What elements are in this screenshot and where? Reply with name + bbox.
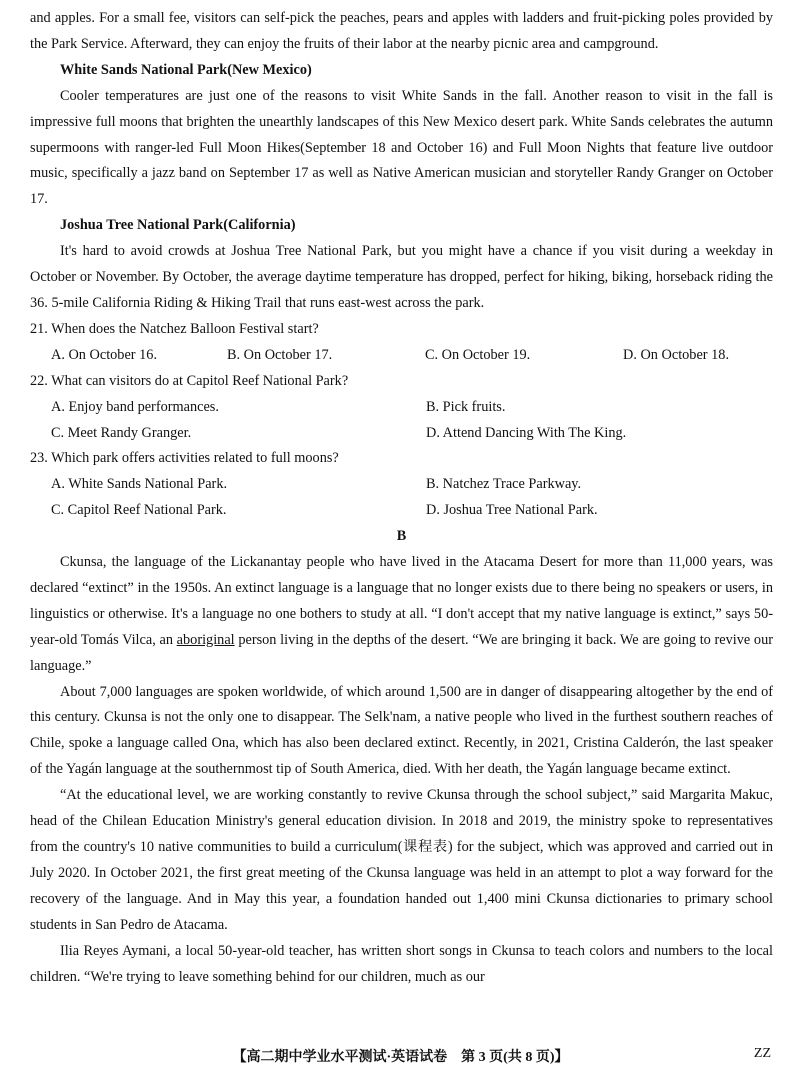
option-a[interactable]: A. White Sands National Park. (51, 476, 228, 493)
section-b-paragraph-2: About 7,000 languages are spoken worldwide, of which around 1,500 are in danger of disappearing altogether by the end of this century. Ckunsa is not the only one to disappear. The Selk'nam, a native people who lived in the furthest southern reaches of Chile, spoke a language called Ona, which has also been declared extinct. Recently, in 2021, Cristina Calderón, the last speaker of the Yagán language at the southernmost tip of South America, died. With her death, the Yagán language became extinct. (30, 683, 773, 778)
option-a[interactable]: A. On October 16. (51, 346, 158, 363)
joshua-tree-paragraph: It's hard to avoid crowds at Joshua Tree National Park, but you might have a chance if you visit during a weekday in October or November. By October, the average daytime temperature has dropped, perfect for hiking, biking, horseback riding the 36. 5-mile California Riding & Hiking Trail that runs east-west across the park. (30, 243, 773, 311)
exam-page (30, 6, 773, 990)
option-c[interactable]: C. Meet Randy Granger. (51, 424, 192, 441)
options-row (30, 421, 773, 447)
options-row (30, 343, 773, 369)
options-row (30, 395, 773, 421)
question-stem: 23. Which park offers activities related to full moons? (30, 450, 339, 467)
underlined-word: aboriginal (176, 631, 235, 648)
intro-paragraph-end: and apples. For a small fee, visitors can self-pick the peaches, pears and apples with ladders and fruit-picking poles provided by the Park Service. Afterward, they can enjoy the fruits of their labor at the nearby picnic area and campground. (30, 10, 773, 52)
options-row (30, 498, 773, 524)
option-b[interactable]: B. On October 17. (227, 346, 333, 363)
page-footer (0, 1046, 801, 1068)
footer-code: ZZ (753, 1046, 771, 1061)
section-b-paragraph-3: “At the educational level, we are working constantly to revive Ckunsa through the school subject,” said Margarita Makuc, head of the Chilean Education Ministry's general education division. In 2018 and 2019, the ministry spoke to representatives from the country's 10 native communities to build a curriculum(课程表) for the subject, which was approved and carried out in July 2020. In October 2021, the first great meeting of the Ckunsa language was held in an attempt to plot a way forward for the recovery of the language. And in May this year, a foundation handed out 1,400 mini Ckunsa dictionaries to primary school students in San Pedro de Atacama. (30, 787, 773, 933)
question-23 (30, 446, 773, 524)
white-sands-heading: White Sands National Park(New Mexico) (60, 61, 312, 78)
p1-start: Ckunsa, the language of the Lickanantay people who have lived in the Atacama Desert for more than 11,000 years, was declared “extinct” in the 1950s. An extinct language is a language that no longer exists due to there being no speakers or users, in linguistics or otherwise. It's a language no one bothers to study at all. “I don't accept that my native language is extinct,” says 50-year-old Tomás Vilca, an (30, 554, 773, 648)
options-row (30, 472, 773, 498)
joshua-tree-heading: Joshua Tree National Park(California) (60, 217, 296, 234)
option-d[interactable]: D. On October 18. (623, 346, 730, 363)
option-c[interactable]: C. On October 19. (425, 346, 531, 363)
option-c[interactable]: C. Capitol Reef National Park. (51, 502, 227, 519)
question-stem: 22. What can visitors do at Capitol Reef National Park? (30, 372, 349, 389)
section-b-heading: B (396, 528, 407, 545)
option-b[interactable]: B. Natchez Trace Parkway. (426, 476, 582, 493)
option-d[interactable]: D. Attend Dancing With The King. (426, 424, 627, 441)
white-sands-paragraph: Cooler temperatures are just one of the reasons to visit White Sands in the fall. Another reason to visit in the fall is impressive full moons that brighten the unearthly landscapes of this New Mexico desert park. White Sands celebrates the autumn supermoons with ranger-led Full Moon Hikes(September 18 and October 16) and Full Moon Nights that feature live outdoor music, specifically a jazz band on September 17 as well as Native American musician and storyteller Randy Granger on October 17. (30, 87, 773, 208)
option-b[interactable]: B. Pick fruits. (426, 398, 506, 415)
question-21 (30, 317, 773, 369)
question-stem: 21. When does the Natchez Balloon Festival start? (30, 320, 319, 337)
section-b-paragraph-1 (30, 550, 773, 680)
option-d[interactable]: D. Joshua Tree National Park. (426, 502, 598, 519)
option-a[interactable]: A. Enjoy band performances. (51, 398, 219, 415)
p1-end: person living in the depths of the desert. “We are bringing it back. We are going to revive our language.” (30, 631, 773, 674)
section-b-paragraph-4: Ilia Reyes Aymani, a local 50-year-old teacher, has written short songs in Ckunsa to teach colors and numbers to the local children. “We're trying to leave something behind for our children, much as our (30, 942, 773, 985)
footer-title: 【高二期中学业水平测试·英语试卷 第 3 页(共 8 页)】 (232, 1050, 569, 1065)
question-22 (30, 369, 773, 447)
